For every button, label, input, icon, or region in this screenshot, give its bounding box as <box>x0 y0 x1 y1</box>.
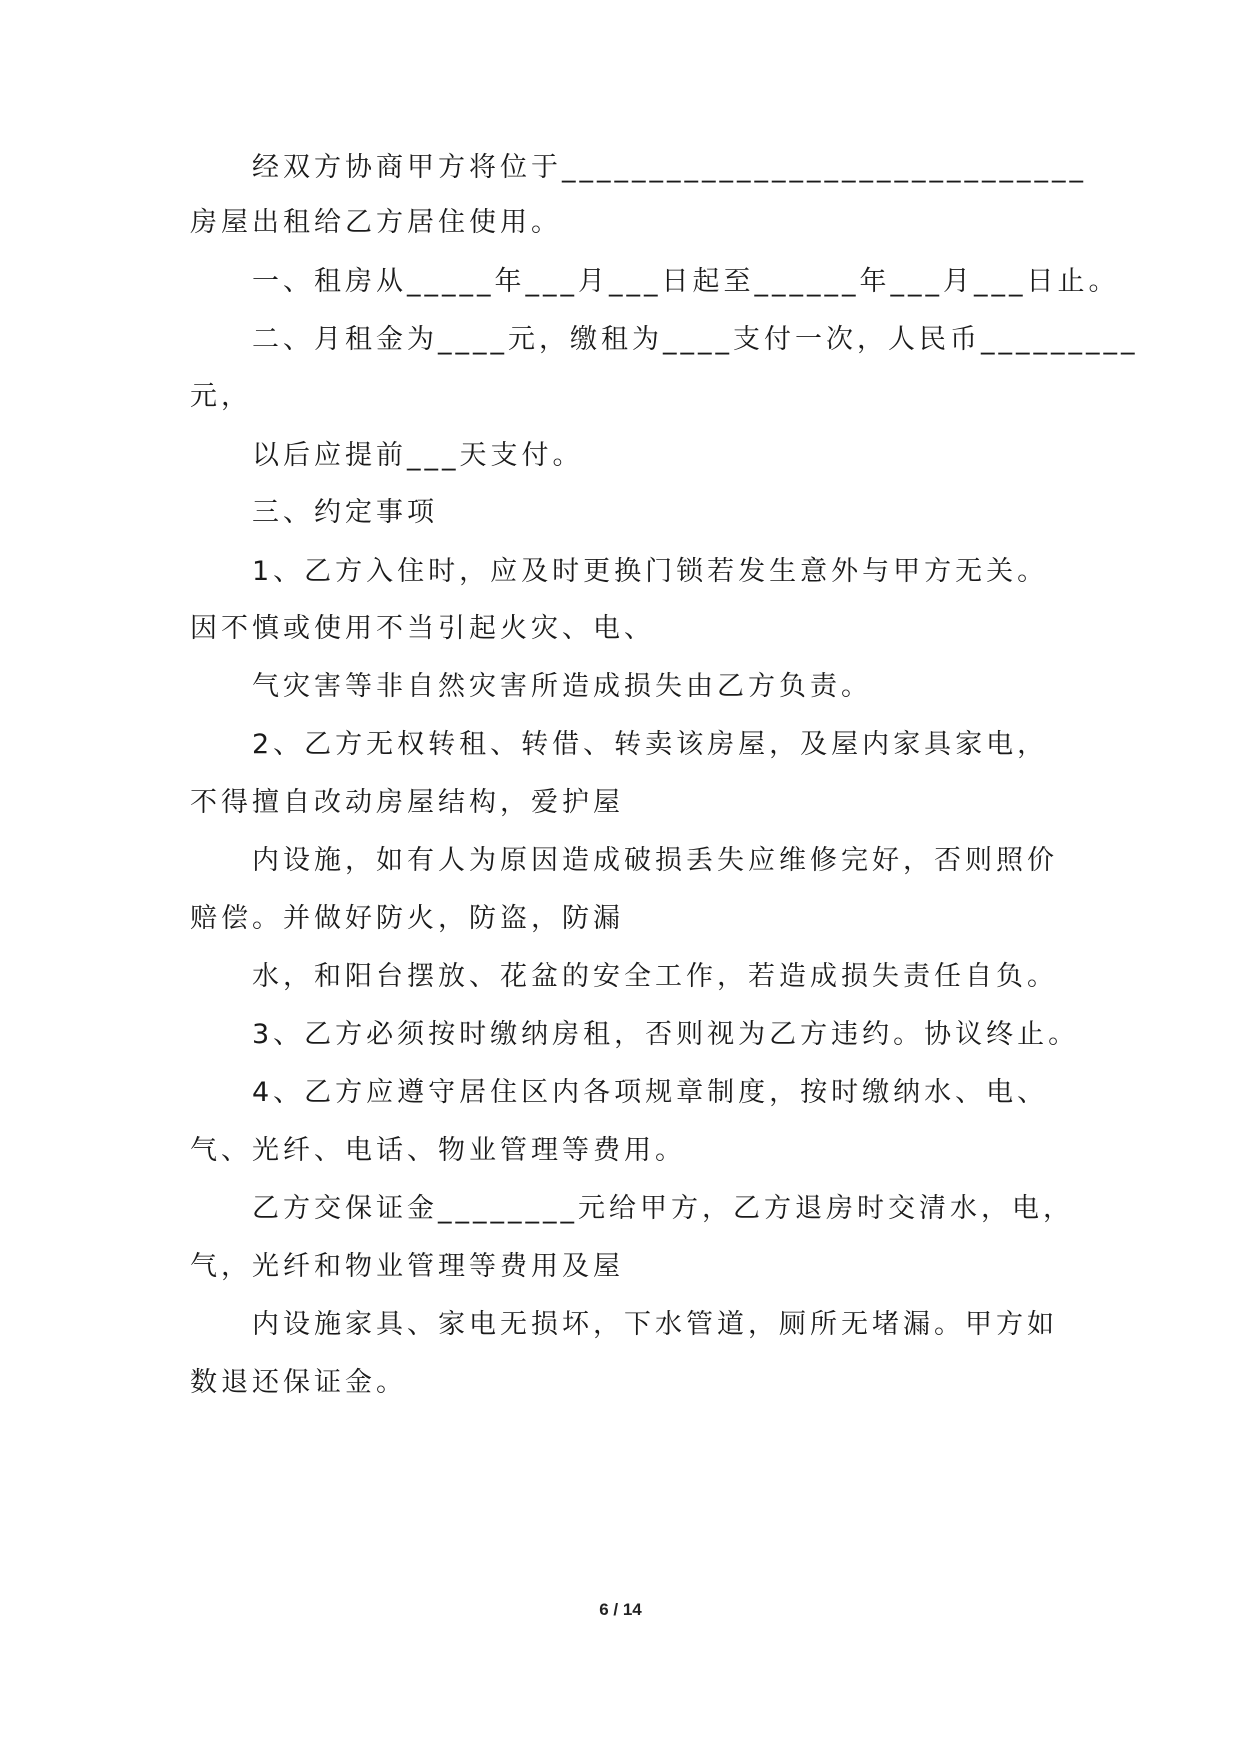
paragraph-line: 以后应提前___天支付。 <box>252 440 584 471</box>
paragraph-line: 内设施，如有人为原因造成破损丢失应维修完好，否则照价 <box>252 845 1058 876</box>
paragraph-line: 数退还保证金。 <box>190 1367 407 1398</box>
paragraph-line: 4、乙方应遵守居住区内各项规章制度，按时缴纳水、电、 <box>252 1077 1049 1108</box>
paragraph-line: 1、乙方入住时，应及时更换门锁若发生意外与甲方无关。 <box>252 556 1049 587</box>
paragraph-line: 3、乙方必须按时缴纳房租，否则视为乙方违约。协议终止。 <box>252 1019 1080 1050</box>
paragraph-line: 因不慎或使用不当引起火灾、电、 <box>190 613 655 644</box>
paragraph-line: 元， <box>190 381 252 412</box>
paragraph-line: 2、乙方无权转租、转借、转卖该房屋，及屋内家具家电， <box>252 729 1049 760</box>
paragraph-line: 房屋出租给乙方居住使用。 <box>190 207 562 238</box>
paragraph-line: 气，光纤和物业管理等费用及屋 <box>190 1251 624 1282</box>
paragraph-line: 气灾害等非自然灾害所造成损失由乙方负责。 <box>252 671 872 702</box>
paragraph-line: 赔偿。并做好防火，防盗，防漏 <box>190 903 624 934</box>
paragraph-line: 气、光纤、电话、物业管理等费用。 <box>190 1135 686 1166</box>
paragraph-line: 二、月租金为____元，缴租为____支付一次，人民币_________ <box>252 324 1139 355</box>
paragraph-line: 经双方协商甲方将位于______________________________ <box>252 152 1087 183</box>
paragraph-line: 一、租房从_____年___月___日起至______年___月___日止。 <box>252 266 1120 297</box>
section-heading: 三、约定事项 <box>252 497 438 528</box>
page-number: 6 / 14 <box>599 1600 642 1619</box>
paragraph-line: 内设施家具、家电无损坏，下水管道，厕所无堵漏。甲方如 <box>252 1309 1058 1340</box>
paragraph-line: 不得擅自改动房屋结构，爱护屋 <box>190 787 624 818</box>
paragraph-line: 水，和阳台摆放、花盆的安全工作，若造成损失责任自负。 <box>252 961 1058 992</box>
paragraph-line: 乙方交保证金________元给甲方，乙方退房时交清水，电， <box>252 1193 1074 1224</box>
